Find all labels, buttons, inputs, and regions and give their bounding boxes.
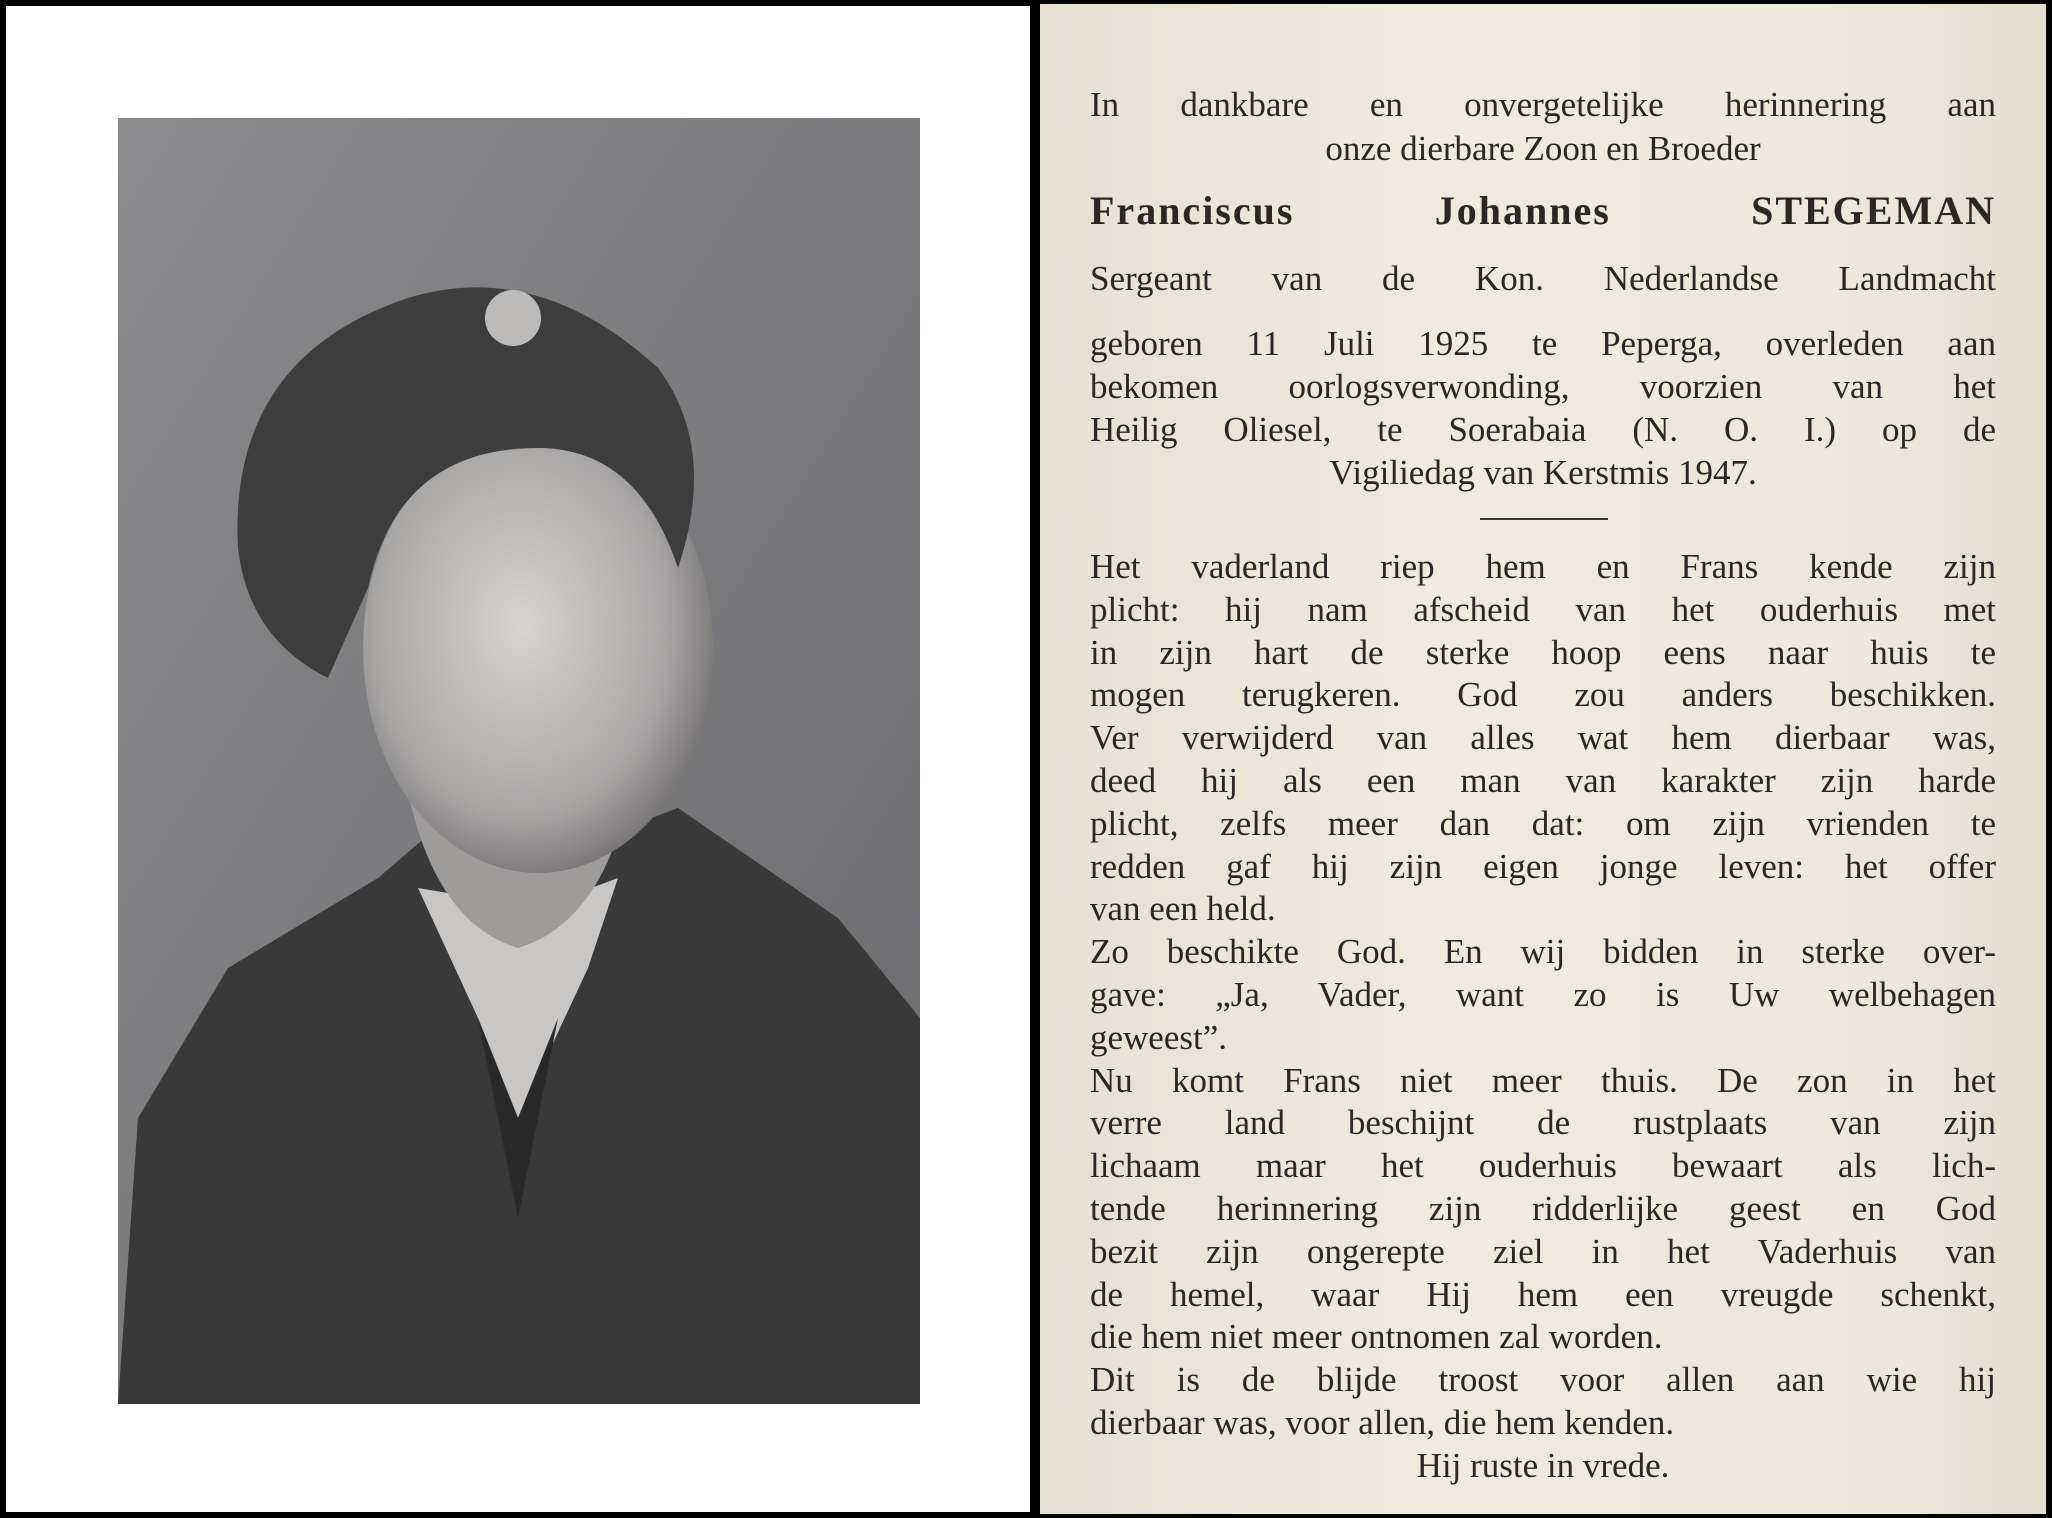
body-line: geweest”. (1090, 1017, 1228, 1057)
body-line: verre land beschijnt de rustplaats van zijn (1090, 1103, 1996, 1143)
details-line: Heilig Oliesel, te Soerabaia (N. O. I.) op de (1090, 410, 1996, 449)
deceased-name: Franciscus Johannes STEGEMAN (1090, 188, 1996, 233)
body-line: plicht: hij nam afscheid van het ouderhuis met (1090, 589, 1996, 629)
divider (1480, 518, 1608, 520)
body-line: in zijn hart de sterke hoop eens naar huis te (1090, 632, 1996, 672)
intro-line-2: onze dierbare Zoon en Broeder (1325, 129, 1761, 168)
body-line: gave: „Ja, Vader, want zo is Uw welbehagen (1090, 975, 1996, 1014)
body-line: Nu komt Frans niet meer thuis. De zon in het (1090, 1060, 1996, 1100)
portrait-photo (118, 118, 920, 1404)
body-line: de hemel, waar Hij hem een vreugde schenkt, (1090, 1274, 1996, 1314)
body-line: lichaam maar het ouderhuis bewaart als lich- (1090, 1146, 1996, 1186)
details-line: geboren 11 Juli 1925 te Peperga, overleden aan (1090, 324, 1996, 363)
body-line: bezit zijn ongerepte ziel in het Vaderhuis van (1090, 1231, 1996, 1271)
body-line: deed hij als een man van karakter zijn harde (1090, 761, 1996, 800)
body-line: plicht, zelfs meer dan dat: om zijn vrienden te (1090, 803, 1996, 843)
body-line: redden gaf hij zijn eigen jonge leven: het offer (1090, 846, 1996, 886)
body-line: dierbaar was, voor allen, die hem kenden. (1090, 1403, 1675, 1442)
body-line: Dit is de blijde troost voor allen aan wie hij (1090, 1360, 1996, 1400)
body-line: Het vaderland riep hem en Frans kende zijn (1090, 547, 1996, 586)
body-line: Ver verwijderd van alles wat hem dierbaar was, (1090, 718, 1996, 758)
intro-line-1: In dankbare en onvergetelijke herinnering aan (1090, 85, 1996, 124)
body-line: tende herinnering zijn ridderlijke geest en God (1090, 1189, 1996, 1228)
details-line: bekomen oorlogsverwonding, voorzien van het (1090, 367, 1996, 406)
body-line: van een held. (1090, 889, 1276, 929)
body-line: mogen terugkeren. God zou anders beschikken. (1090, 675, 1996, 715)
body-line: die hem niet meer ontnomen zal worden. (1090, 1317, 1663, 1357)
memorial-card-text (1040, 4, 2046, 1514)
photo-panel (6, 6, 1030, 1512)
details-line: Vigiliedag van Kerstmis 1947. (1329, 453, 1757, 492)
body-line: Zo beschikte God. En wij bidden in sterke over- (1090, 932, 1996, 972)
rank-line: Sergeant van de Kon. Nederlandse Landmacht (1090, 259, 1996, 298)
closing-line: Hij ruste in vrede. (1416, 1446, 1670, 1485)
